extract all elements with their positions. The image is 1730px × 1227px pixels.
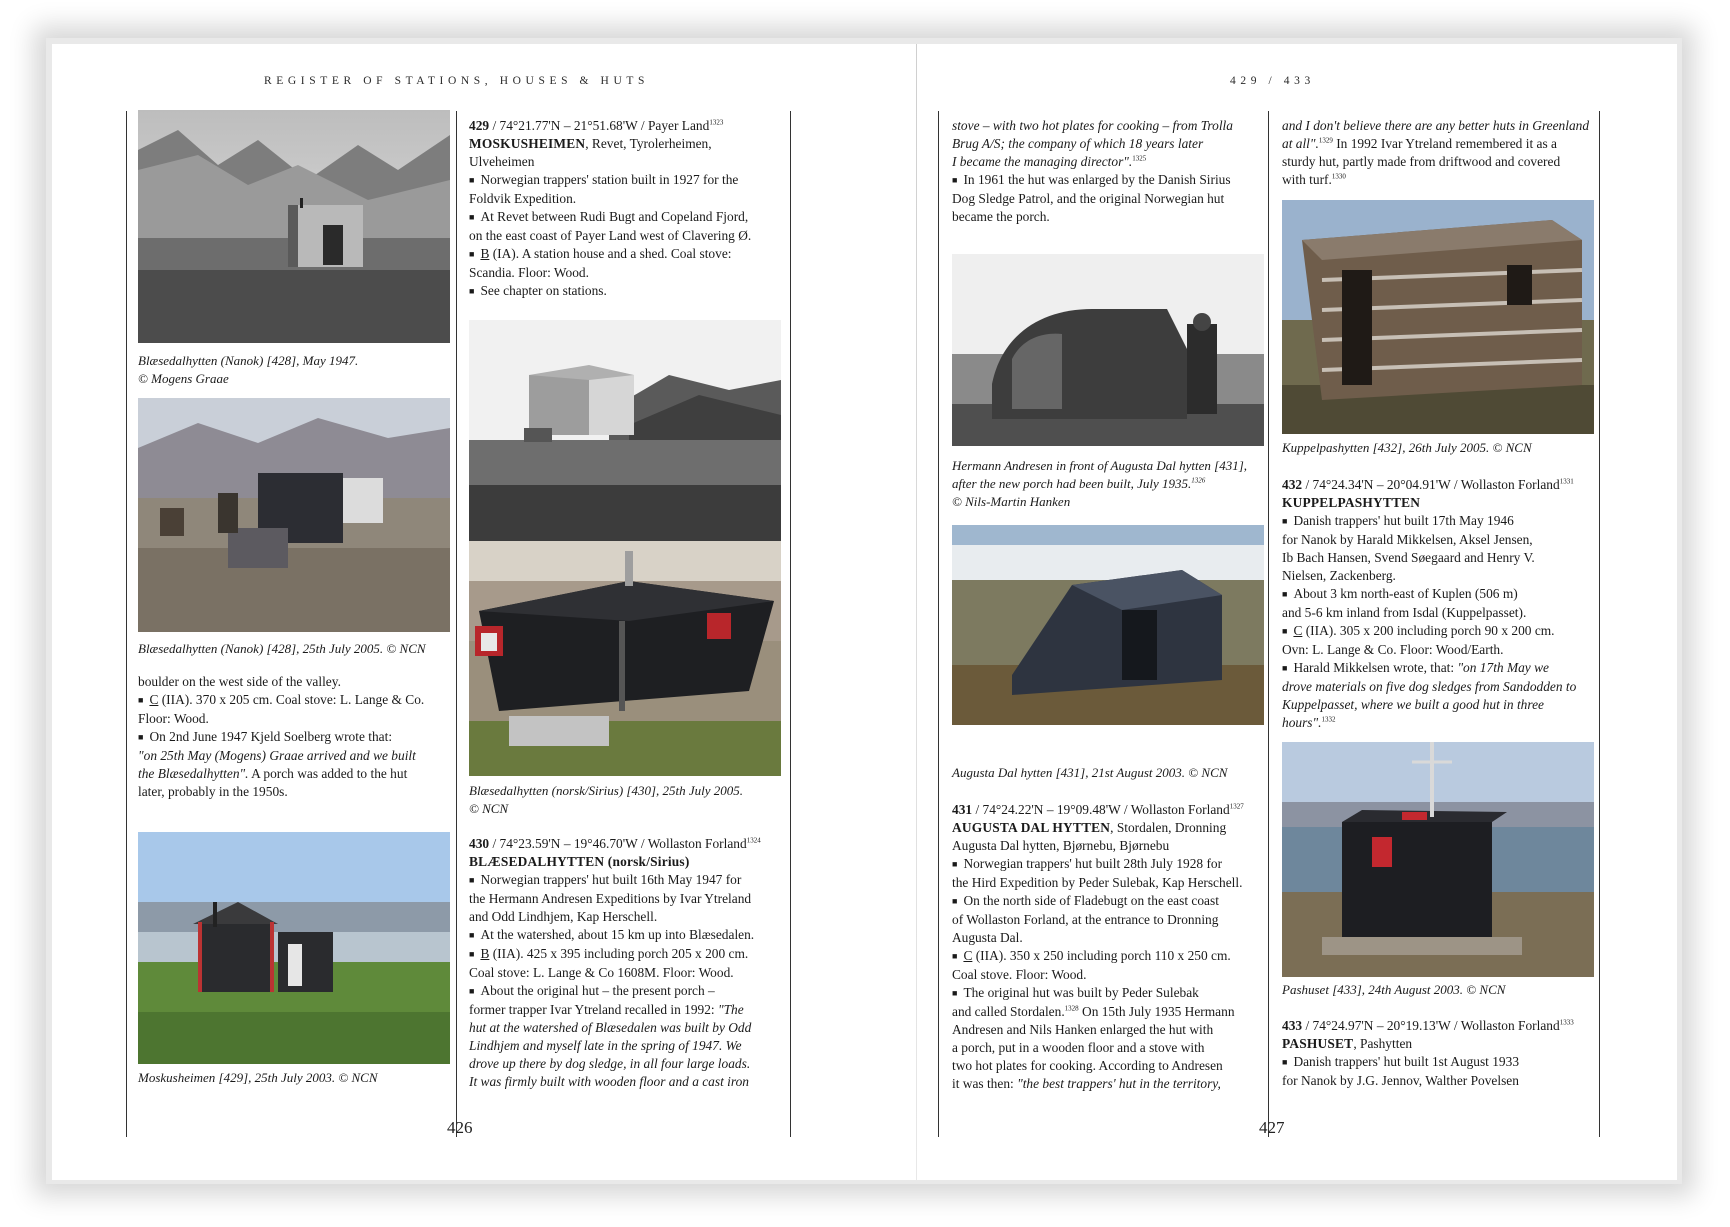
entry-coords: / 74°24.97'N – 20°19.13'W / Wollaston Forland xyxy=(1302,1018,1560,1033)
entry-title: BLÆSEDALHYTTEN (norsk/Sirius) xyxy=(469,854,690,869)
entry-names xyxy=(1282,1035,1600,1053)
bullet-paragraph: ■ Norwegian trappers' hut built 16th May 1947 for xyxy=(469,871,784,890)
body-text: sturdy hut, partly made from driftwood and covered xyxy=(1282,154,1561,169)
body-text: for Nanok by J.G. Jennov, Walther Povelsen xyxy=(1282,1073,1519,1088)
quote-text: Lindhjem and myself late in the spring of 1947. We xyxy=(469,1038,742,1053)
running-head-left: REGISTER OF STATIONS, HOUSES & HUTS xyxy=(264,75,649,87)
body-text: Coal stove. Floor: Wood. xyxy=(952,967,1087,982)
photo-caption: Pashuset [433], 24th August 2003. © NCN xyxy=(1282,982,1506,997)
quote-text: Kuppelpasset, where we built a good hut in three hours". xyxy=(1282,697,1544,730)
quote-text: It was firmly built with wooden floor and a cast iron xyxy=(469,1074,749,1089)
bullet-paragraph xyxy=(1282,659,1600,678)
entry-heading xyxy=(952,801,1270,819)
photo-caption: Augusta Dal hytten [431], 21st August 2003. © NCN xyxy=(952,765,1228,780)
body-text: Ib Bach Hansen, Svend Søegaard and Henry V. xyxy=(1282,550,1535,565)
bullet-paragraph: ■ About the original hut – the present porch – xyxy=(469,982,784,1001)
bullet-paragraph xyxy=(952,947,1270,966)
footnote-ref: 1327 xyxy=(1229,802,1244,811)
body-text: on the east coast of Payer Land west of Clavering Ø. xyxy=(469,228,752,243)
bullet-paragraph: ■ The original hut was built by Peder Sulebak xyxy=(952,984,1270,1003)
quote-text: stove – with two hot plates for cooking – from Trolla xyxy=(952,118,1233,133)
column-rule xyxy=(456,111,457,1137)
footnote-ref: 1323 xyxy=(709,118,724,127)
body-text: a porch, put in a wooden floor and a stove with xyxy=(952,1040,1205,1055)
body-text: A porch was added to the hut xyxy=(248,766,408,781)
footnote-ref: 1329 xyxy=(1318,136,1333,145)
entry-title: PASHUSET xyxy=(1282,1036,1354,1051)
photo-augusta-dal-2003 xyxy=(952,525,1264,725)
entry-heading xyxy=(1282,1017,1600,1035)
body-text xyxy=(469,1001,784,1019)
body-text: two hot plates for cooking. According to Andresen xyxy=(952,1058,1223,1073)
photo-blaesedalhytten-2005 xyxy=(138,398,450,632)
entry-coords: / 74°24.22'N – 19°09.48'W / Wollaston Forland xyxy=(972,802,1230,817)
bullet-paragraph: ■ On 2nd June 1947 Kjeld Soelberg wrote that: xyxy=(138,728,453,747)
category-code: C xyxy=(963,948,973,963)
body-text xyxy=(952,1075,1270,1093)
entry-coords: / 74°21.77'N – 21°51.68'W / Payer Land xyxy=(489,118,710,133)
entry-number: 433 xyxy=(1282,1018,1303,1033)
bullet-paragraph: ■ At Revet between Rudi Bugt and Copeland Fjord, xyxy=(469,208,784,227)
body-text: (IIA). 370 x 205 cm. Coal stove: L. Lange & Co. xyxy=(158,692,425,707)
body-text: it was then: xyxy=(952,1076,1018,1091)
body-text: , Revet, Tyrolerheimen, xyxy=(585,136,712,151)
entry-heading xyxy=(469,835,784,853)
category-code: B xyxy=(480,246,490,261)
entry-number: 431 xyxy=(952,802,973,817)
quote-text: "the best trappers' hut in the territory, xyxy=(1017,1076,1221,1091)
bullet-paragraph: ■ Norwegian trappers' hut built 28th July 1928 for xyxy=(952,855,1270,874)
body-text: , Stordalen, Dronning xyxy=(1110,820,1227,835)
body-text: Floor: Wood. xyxy=(138,711,209,726)
photo-blaesedalhytten-norsk-2005 xyxy=(469,541,781,776)
body-text: Harald Mikkelsen wrote, that: xyxy=(1293,660,1458,675)
page-number-right: 427 xyxy=(1259,1118,1285,1137)
body-text: In 1992 Ivar Ytreland remembered it as a xyxy=(1332,136,1557,151)
entry-names xyxy=(469,135,784,153)
body-text xyxy=(952,153,1267,171)
photo-kuppelpashytten-2005 xyxy=(1282,200,1594,434)
body-text: Nielsen, Zackenberg. xyxy=(1282,568,1396,583)
entry-heading xyxy=(469,117,784,135)
quote-text: at all". xyxy=(1282,136,1319,151)
bullet-paragraph: ■ See chapter on stations. xyxy=(469,282,784,301)
bullet-paragraph: ■ At the watershed, about 15 km up into Blæsedalen. xyxy=(469,926,784,945)
entry-coords: / 74°23.59'N – 19°46.70'W / Wollaston Forland xyxy=(489,836,747,851)
body-text: for Nanok by Harald Mikkelsen, Aksel Jensen, xyxy=(1282,532,1533,547)
footnote-ref: 1325 xyxy=(1132,154,1147,163)
body-text: On 15th July 1935 Hermann xyxy=(1078,1004,1235,1019)
photo-blaesedalhytten-1947 xyxy=(138,110,450,343)
body-text xyxy=(1282,171,1597,189)
body-text: Ovn: L. Lange & Co. Floor: Wood/Earth. xyxy=(1282,642,1504,657)
entry-coords: / 74°24.34'N – 20°04.91'W / Wollaston Forland xyxy=(1302,477,1560,492)
quote-text: "on 17th May we xyxy=(1457,660,1549,675)
body-text: the Hermann Andresen Expeditions by Ivar Ytreland xyxy=(469,891,752,906)
quote-text: I became the managing director". xyxy=(952,154,1133,169)
body-text: (IIA). 350 x 250 including porch 110 x 250 cm. xyxy=(972,948,1231,963)
body-text: became the porch. xyxy=(952,209,1050,224)
photo-caption: after the new porch had been built, July 1935. xyxy=(952,476,1192,491)
entry-number: 432 xyxy=(1282,477,1303,492)
quote-text: the Blæsedalhytten". xyxy=(138,766,249,781)
footnote-ref: 1331 xyxy=(1559,477,1574,486)
photo-moskusheimen-2003 xyxy=(138,832,450,1064)
entry-title: KUPPELPASHYTTEN xyxy=(1282,495,1421,510)
photo-caption: Blæsedalhytten (Nanok) [428], 25th July 2005. © NCN xyxy=(138,641,426,656)
body-text xyxy=(1282,696,1600,732)
photo-caption: © NCN xyxy=(469,801,509,816)
bullet-paragraph xyxy=(469,245,784,264)
photo-caption: Blæsedalhytten (norsk/Sirius) [430], 25th July 2005. xyxy=(469,783,744,798)
bullet-paragraph: ■ Danish trappers' hut built 1st August 1933 xyxy=(1282,1053,1600,1072)
column-rule xyxy=(938,111,939,1137)
body-text: , Pashytten xyxy=(1353,1036,1413,1051)
column-rule xyxy=(126,111,127,1137)
footnote-ref: 1333 xyxy=(1559,1018,1574,1027)
quote-text: and I don't believe there are any better huts in Greenland xyxy=(1282,118,1590,133)
page-number-left: 426 xyxy=(447,1118,473,1137)
category-code: C xyxy=(1293,623,1303,638)
photo-caption xyxy=(952,475,1267,493)
entry-number: 430 xyxy=(469,836,490,851)
body-text: and called Stordalen. xyxy=(952,1004,1065,1019)
body-text: Foldvik Expedition. xyxy=(469,191,577,206)
body-text: later, probably in the 1950s. xyxy=(138,784,288,799)
body-text: Coal stove: L. Lange & Co 1608M. Floor: Wood. xyxy=(469,965,734,980)
quote-text: "on 25th May (Mogens) Graae arrived and we built xyxy=(138,748,416,763)
photo-blaesedalhytten-norsk-1947 xyxy=(469,320,781,550)
book-gutter xyxy=(916,44,917,1180)
body-text xyxy=(952,1003,1270,1021)
entry-names xyxy=(952,819,1270,837)
bullet-paragraph: ■ Norwegian trappers' station built in 1927 for the xyxy=(469,171,784,190)
quote-text: drove up there by dog sledge, in all four large loads. xyxy=(469,1056,751,1071)
running-head-right: 429 / 433 xyxy=(1230,75,1315,87)
quote-text: Brug A/S; the company of which 18 years later xyxy=(952,136,1204,151)
quote-text: "The xyxy=(717,1002,744,1017)
photo-caption: Moskusheimen [429], 25th July 2003. © NCN xyxy=(138,1070,378,1085)
body-text: with turf. xyxy=(1282,172,1332,187)
body-text xyxy=(138,765,453,783)
body-text: Dog Sledge Patrol, and the original Norwegian hut xyxy=(952,191,1225,206)
bullet-paragraph: ■ In 1961 the hut was enlarged by the Danish Sirius xyxy=(952,171,1267,190)
footnote-ref: 1324 xyxy=(746,836,761,845)
body-text: Ulveheimen xyxy=(469,154,535,169)
body-text: (IA). A station house and a shed. Coal stove: xyxy=(489,246,732,261)
photo-caption: Kuppelpashytten [432], 26th July 2005. © NCN xyxy=(1282,440,1532,455)
photo-augusta-dal-1935 xyxy=(952,254,1264,446)
body-text: and Odd Lindhjem, Kap Herschell. xyxy=(469,909,658,924)
photo-caption: Hermann Andresen in front of Augusta Dal hytten [431], xyxy=(952,458,1248,473)
entry-title: AUGUSTA DAL HYTTEN xyxy=(952,820,1111,835)
bullet-paragraph xyxy=(138,691,453,710)
body-text: Scandia. Floor: Wood. xyxy=(469,265,589,280)
footnote-ref: 1330 xyxy=(1331,172,1346,181)
body-text: (IIA). 305 x 200 including porch 90 x 200 cm. xyxy=(1302,623,1555,638)
footnote-ref: 1332 xyxy=(1321,715,1336,724)
body-text: Augusta Dal. xyxy=(952,930,1023,945)
bullet-paragraph xyxy=(1282,622,1600,641)
photo-caption: © Mogens Graae xyxy=(138,371,229,386)
bullet-paragraph: ■ About 3 km north-east of Kuplen (506 m) xyxy=(1282,585,1600,604)
body-text: Augusta Dal hytten, Bjørnebu, Bjørnebu xyxy=(952,838,1170,853)
bullet-paragraph: ■ Danish trappers' hut built 17th May 1946 xyxy=(1282,512,1600,531)
body-text: Andresen and Nils Hanken enlarged the hut with xyxy=(952,1022,1214,1037)
book-spread xyxy=(52,44,1677,1180)
bullet-paragraph: ■ On the north side of Fladebugt on the east coast xyxy=(952,892,1270,911)
entry-title: MOSKUSHEIMEN xyxy=(469,136,586,151)
quote-text: drove materials on five dog sledges from Sandodden to xyxy=(1282,679,1577,694)
entry-number: 429 xyxy=(469,118,490,133)
photo-caption: © Nils-Martin Hanken xyxy=(952,494,1071,509)
body-text xyxy=(1282,135,1597,153)
bullet-paragraph xyxy=(469,945,784,964)
body-text: (IIA). 425 x 395 including porch 205 x 200 cm. xyxy=(489,946,749,961)
body-text: former trapper Ivar Ytreland recalled in 1992: xyxy=(469,1002,718,1017)
footnote-ref: 1328 xyxy=(1064,1004,1079,1013)
category-code: C xyxy=(149,692,159,707)
photo-pashuset-2003 xyxy=(1282,742,1594,977)
column-rule xyxy=(790,111,791,1137)
body-text: the Hird Expedition by Peder Sulebak, Kap Herschell. xyxy=(952,875,1243,890)
body-text: and 5-6 km inland from Isdal (Kuppelpasset). xyxy=(1282,605,1527,620)
body-text: of Wollaston Forland, at the entrance to Dronning xyxy=(952,912,1219,927)
body-text: boulder on the west side of the valley. xyxy=(138,674,341,689)
photo-caption: Blæsedalhytten (Nanok) [428], May 1947. xyxy=(138,353,359,368)
footnote-ref: 1326 xyxy=(1191,476,1206,485)
quote-text: hut at the watershed of Blæsedalen was built by Odd xyxy=(469,1020,752,1035)
category-code: B xyxy=(480,946,490,961)
entry-heading xyxy=(1282,476,1600,494)
